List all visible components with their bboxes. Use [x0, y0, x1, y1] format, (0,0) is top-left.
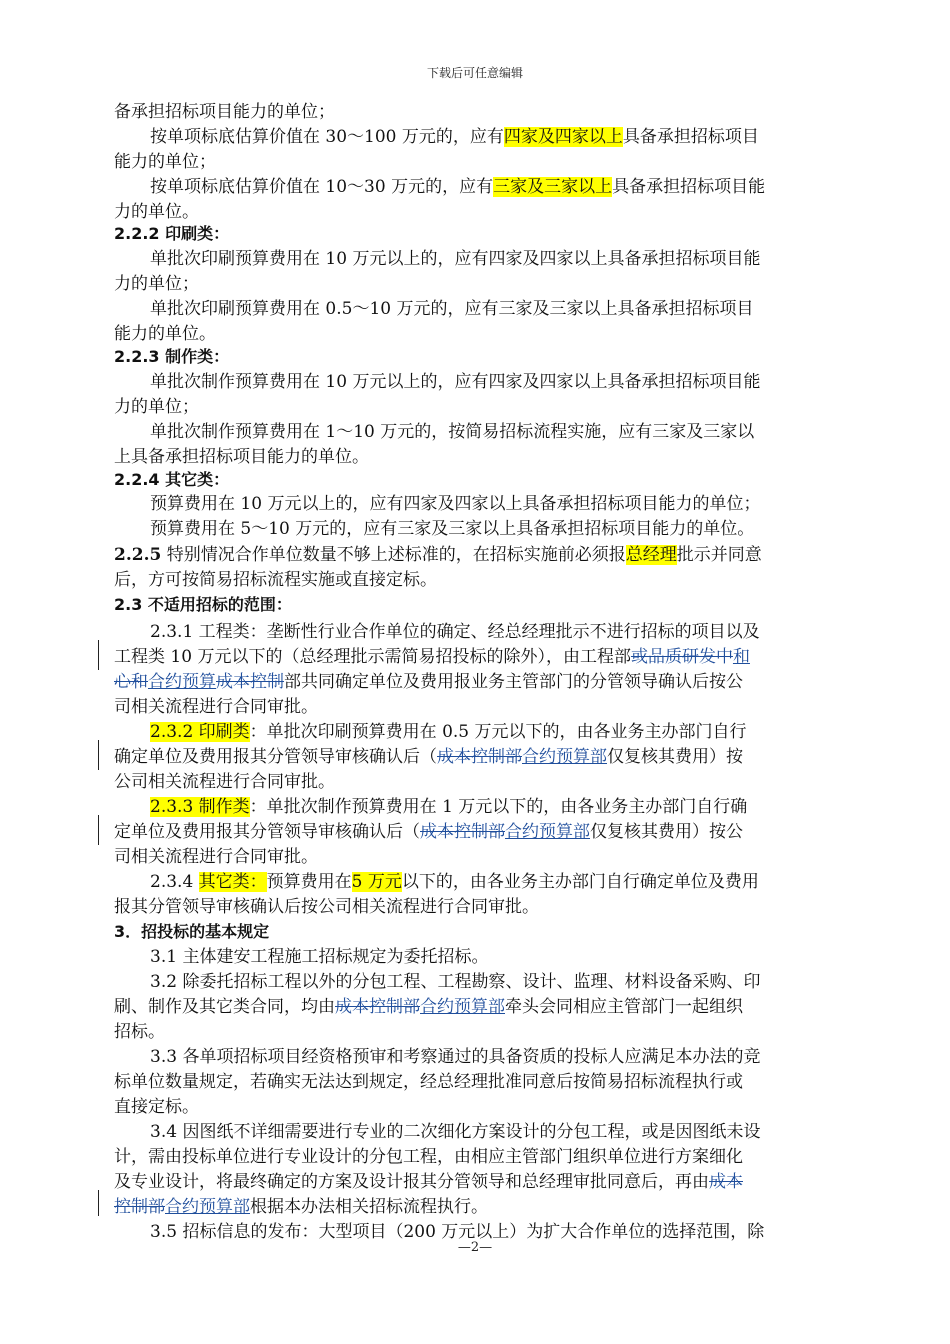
text-line	[150, 870, 880, 894]
text-run: 单批次制作预算费用在 10 万元以上的，应有四家及四家以上具备承担招标项目能	[150, 372, 761, 392]
text-line	[114, 568, 844, 592]
deleted-text: 或品质研发中	[630, 647, 733, 667]
text-line	[114, 1170, 844, 1194]
text-run: 刷、制作及其它类合同，均由	[114, 997, 335, 1017]
revision-bar	[98, 740, 99, 770]
text-run: 部共同确定单位及费用报业务主管部门的分管领导确认后按公	[284, 672, 743, 692]
text-run: 3.5 招标信息的发布：大型项目（200 万元以上）为扩大合作单位的选择范围，除	[150, 1222, 765, 1242]
text-run: 报其分管领导审核确认后按公司相关流程进行合同审批。	[114, 897, 539, 917]
page-number: —2—	[457, 1240, 493, 1255]
text-run: 上具备承担招标项目能力的单位。	[114, 447, 369, 467]
inserted-text: 合约预算	[148, 672, 216, 692]
section-heading	[114, 593, 844, 617]
text-run: 根据本办法相关招标流程执行。	[250, 1197, 488, 1217]
section-heading	[114, 920, 844, 944]
highlighted-text: 总经理	[625, 545, 677, 565]
text-run: 力的单位；	[114, 397, 199, 417]
text-run: 以下的，由各业务主办部门自行确定单位及费用	[401, 872, 759, 892]
text-run: 司相关流程进行合同审批。	[114, 697, 318, 717]
text-run: 备承担招标项目能力的单位；	[114, 102, 335, 122]
section-heading	[114, 345, 844, 369]
text-run: 2.2.4 其它类：	[114, 470, 230, 489]
page-header: 下载后可任意编辑	[426, 66, 523, 80]
text-line	[114, 745, 844, 769]
text-run: ：单批次印刷预算费用在 0.5 万元以下的，由各业务主办部门自行	[249, 722, 747, 742]
text-line	[114, 1020, 844, 1044]
text-run: 具备承担招标项目能	[612, 177, 766, 197]
text-line	[114, 272, 844, 296]
text-run: 3.1 主体建安工程施工招标规定为委托招标。	[150, 947, 489, 967]
highlighted-text: 四家及四家以上	[503, 127, 623, 147]
text-line	[114, 995, 844, 1019]
text-line	[150, 420, 880, 444]
revision-bar	[98, 815, 99, 845]
text-line	[114, 395, 844, 419]
text-line	[114, 200, 844, 224]
text-run: 牵头会同相应主管部门一起组织	[505, 997, 743, 1017]
text-run: 2.3.1 工程类：垄断性行业合作单位的确定、经总经理批示不进行招标的项目以及	[150, 622, 760, 642]
text-line	[114, 645, 844, 669]
text-run: ：单批次制作预算费用在 1 万元以下的，由各业务主办部门自行确	[249, 797, 748, 817]
text-run: 预算费用在 10 万元以上的，应有四家及四家以上具备承担招标项目能力的单位；	[150, 494, 761, 514]
text-run: 仅复核其费用）按	[607, 747, 743, 767]
text-run: 定单位及费用报其分管领导审核确认后（	[114, 822, 420, 842]
section-heading	[114, 222, 844, 246]
text-run: 单批次印刷预算费用在 10 万元以上的，应有四家及四家以上具备承担招标项目能	[150, 249, 761, 269]
text-line	[150, 1120, 880, 1144]
text-line	[150, 720, 880, 744]
text-run: 计，需由投标单位进行专业设计的分包工程，由相应主管部门组织单位进行方案细化	[114, 1147, 743, 1167]
text-run: 力的单位。	[114, 202, 199, 222]
text-run: 具备承担招标项目	[622, 127, 759, 147]
text-line	[150, 175, 880, 199]
inserted-text: 和	[732, 647, 750, 667]
text-line	[114, 445, 844, 469]
text-run: 2.2.2 印刷类：	[114, 224, 230, 243]
revision-bar	[98, 1190, 99, 1216]
revision-bar	[98, 640, 99, 670]
text-run: 按单项标底估算价值在 30～100 万元的，应有	[150, 127, 504, 147]
text-run: 能力的单位。	[114, 324, 216, 344]
text-line	[150, 370, 880, 394]
section-heading	[114, 468, 844, 492]
text-line	[114, 845, 844, 869]
text-line	[114, 895, 844, 919]
deleted-text: 成本控制部	[437, 747, 522, 767]
text-run: 公司相关流程进行合同审批。	[114, 772, 335, 792]
text-run: 预算费用在 5～10 万元的，应有三家及三家以上具备承担招标项目能力的单位。	[150, 519, 755, 539]
text-run: 2.3.4	[150, 872, 199, 892]
text-run: 预算费用在	[266, 872, 352, 892]
deleted-text: 成本控制	[216, 672, 284, 692]
text-run: 后，方可按简易招标流程实施或直接定标。	[114, 570, 437, 590]
text-line	[114, 695, 844, 719]
text-run: 标单位数量规定，若确实无法达到规定，经总经理批准同意后按简易招标流程执行或	[114, 1072, 743, 1092]
highlighted-text: 2.3.2 印刷类	[150, 722, 250, 742]
text-line	[114, 100, 844, 124]
text-run: 按单项标底估算价值在 10～30 万元的，应有	[150, 177, 494, 197]
text-line	[150, 795, 880, 819]
text-run: 特别情况合作单位数量不够上述标准的，在招标实施前必须报	[161, 545, 626, 565]
text-run: 3.3 各单项招标项目经资格预审和考察通过的具备资质的投标人应满足本办法的竞	[150, 1047, 761, 1067]
inserted-text: 合约预算部	[165, 1197, 250, 1217]
text-run: 3.4 因图纸不详细需要进行专业的二次细化方案设计的分包工程，或是因图纸未设	[150, 1122, 761, 1142]
section-number: 2.2.5	[114, 545, 162, 565]
highlighted-text: 其它类：	[198, 872, 267, 892]
text-line	[114, 670, 844, 694]
text-run: 确定单位及费用报其分管领导审核确认后（	[114, 747, 437, 767]
text-line	[150, 517, 880, 541]
text-run: 司相关流程进行合同审批。	[114, 847, 318, 867]
text-run: 批示并同意	[676, 545, 762, 565]
text-line	[150, 620, 880, 644]
text-line	[114, 820, 844, 844]
deleted-text: 成本	[709, 1172, 743, 1192]
text-line	[150, 297, 880, 321]
text-run: 直接定标。	[114, 1097, 199, 1117]
inserted-text: 合约预算部	[505, 822, 590, 842]
text-line	[114, 543, 844, 567]
text-run: 3．招投标的基本规定	[114, 922, 270, 941]
text-line	[114, 770, 844, 794]
text-line	[150, 492, 880, 516]
deleted-text: 成本控制部	[335, 997, 420, 1017]
text-run: 及专业设计，将最终确定的方案及设计报其分管领导和总经理审批同意后，再由	[114, 1172, 709, 1192]
text-line	[114, 322, 844, 346]
text-line	[150, 945, 880, 969]
text-line	[150, 1045, 880, 1069]
text-run: 能力的单位；	[114, 152, 216, 172]
text-line	[150, 247, 880, 271]
text-run: 工程类 10 万元以下的（总经理批示需简易招投标的除外），由工程部	[114, 647, 631, 667]
text-line	[150, 970, 880, 994]
deleted-text: 心和	[114, 672, 148, 692]
text-run: 3.2 除委托招标工程以外的分包工程、工程勘察、设计、监理、材料设备采购、印	[150, 972, 761, 992]
text-line	[114, 1195, 844, 1219]
text-run: 2.2.3 制作类：	[114, 347, 230, 366]
deleted-text: 成本控制部	[420, 822, 505, 842]
inserted-text: 合约预算部	[420, 997, 505, 1017]
text-run: 2.3 不适用招标的范围：	[114, 595, 292, 614]
highlighted-text: 2.3.3 制作类	[150, 797, 250, 817]
highlighted-text: 5 万元	[351, 872, 402, 892]
text-line	[150, 125, 880, 149]
text-line	[114, 1145, 844, 1169]
text-line	[114, 1095, 844, 1119]
text-run: 力的单位；	[114, 274, 199, 294]
highlighted-text: 三家及三家以上	[493, 177, 613, 197]
text-line	[114, 150, 844, 174]
text-run: 单批次印刷预算费用在 0.5～10 万元的，应有三家及三家以上具备承担招标项目	[150, 299, 754, 319]
text-run: 仅复核其费用）按公	[590, 822, 743, 842]
text-run: 单批次制作预算费用在 1～10 万元的，按简易招标流程实施，应有三家及三家以	[150, 422, 755, 442]
inserted-text: 合约预算部	[522, 747, 607, 767]
text-line	[114, 1070, 844, 1094]
text-run: 招标。	[114, 1022, 165, 1042]
deleted-text: 控制部	[114, 1197, 165, 1217]
